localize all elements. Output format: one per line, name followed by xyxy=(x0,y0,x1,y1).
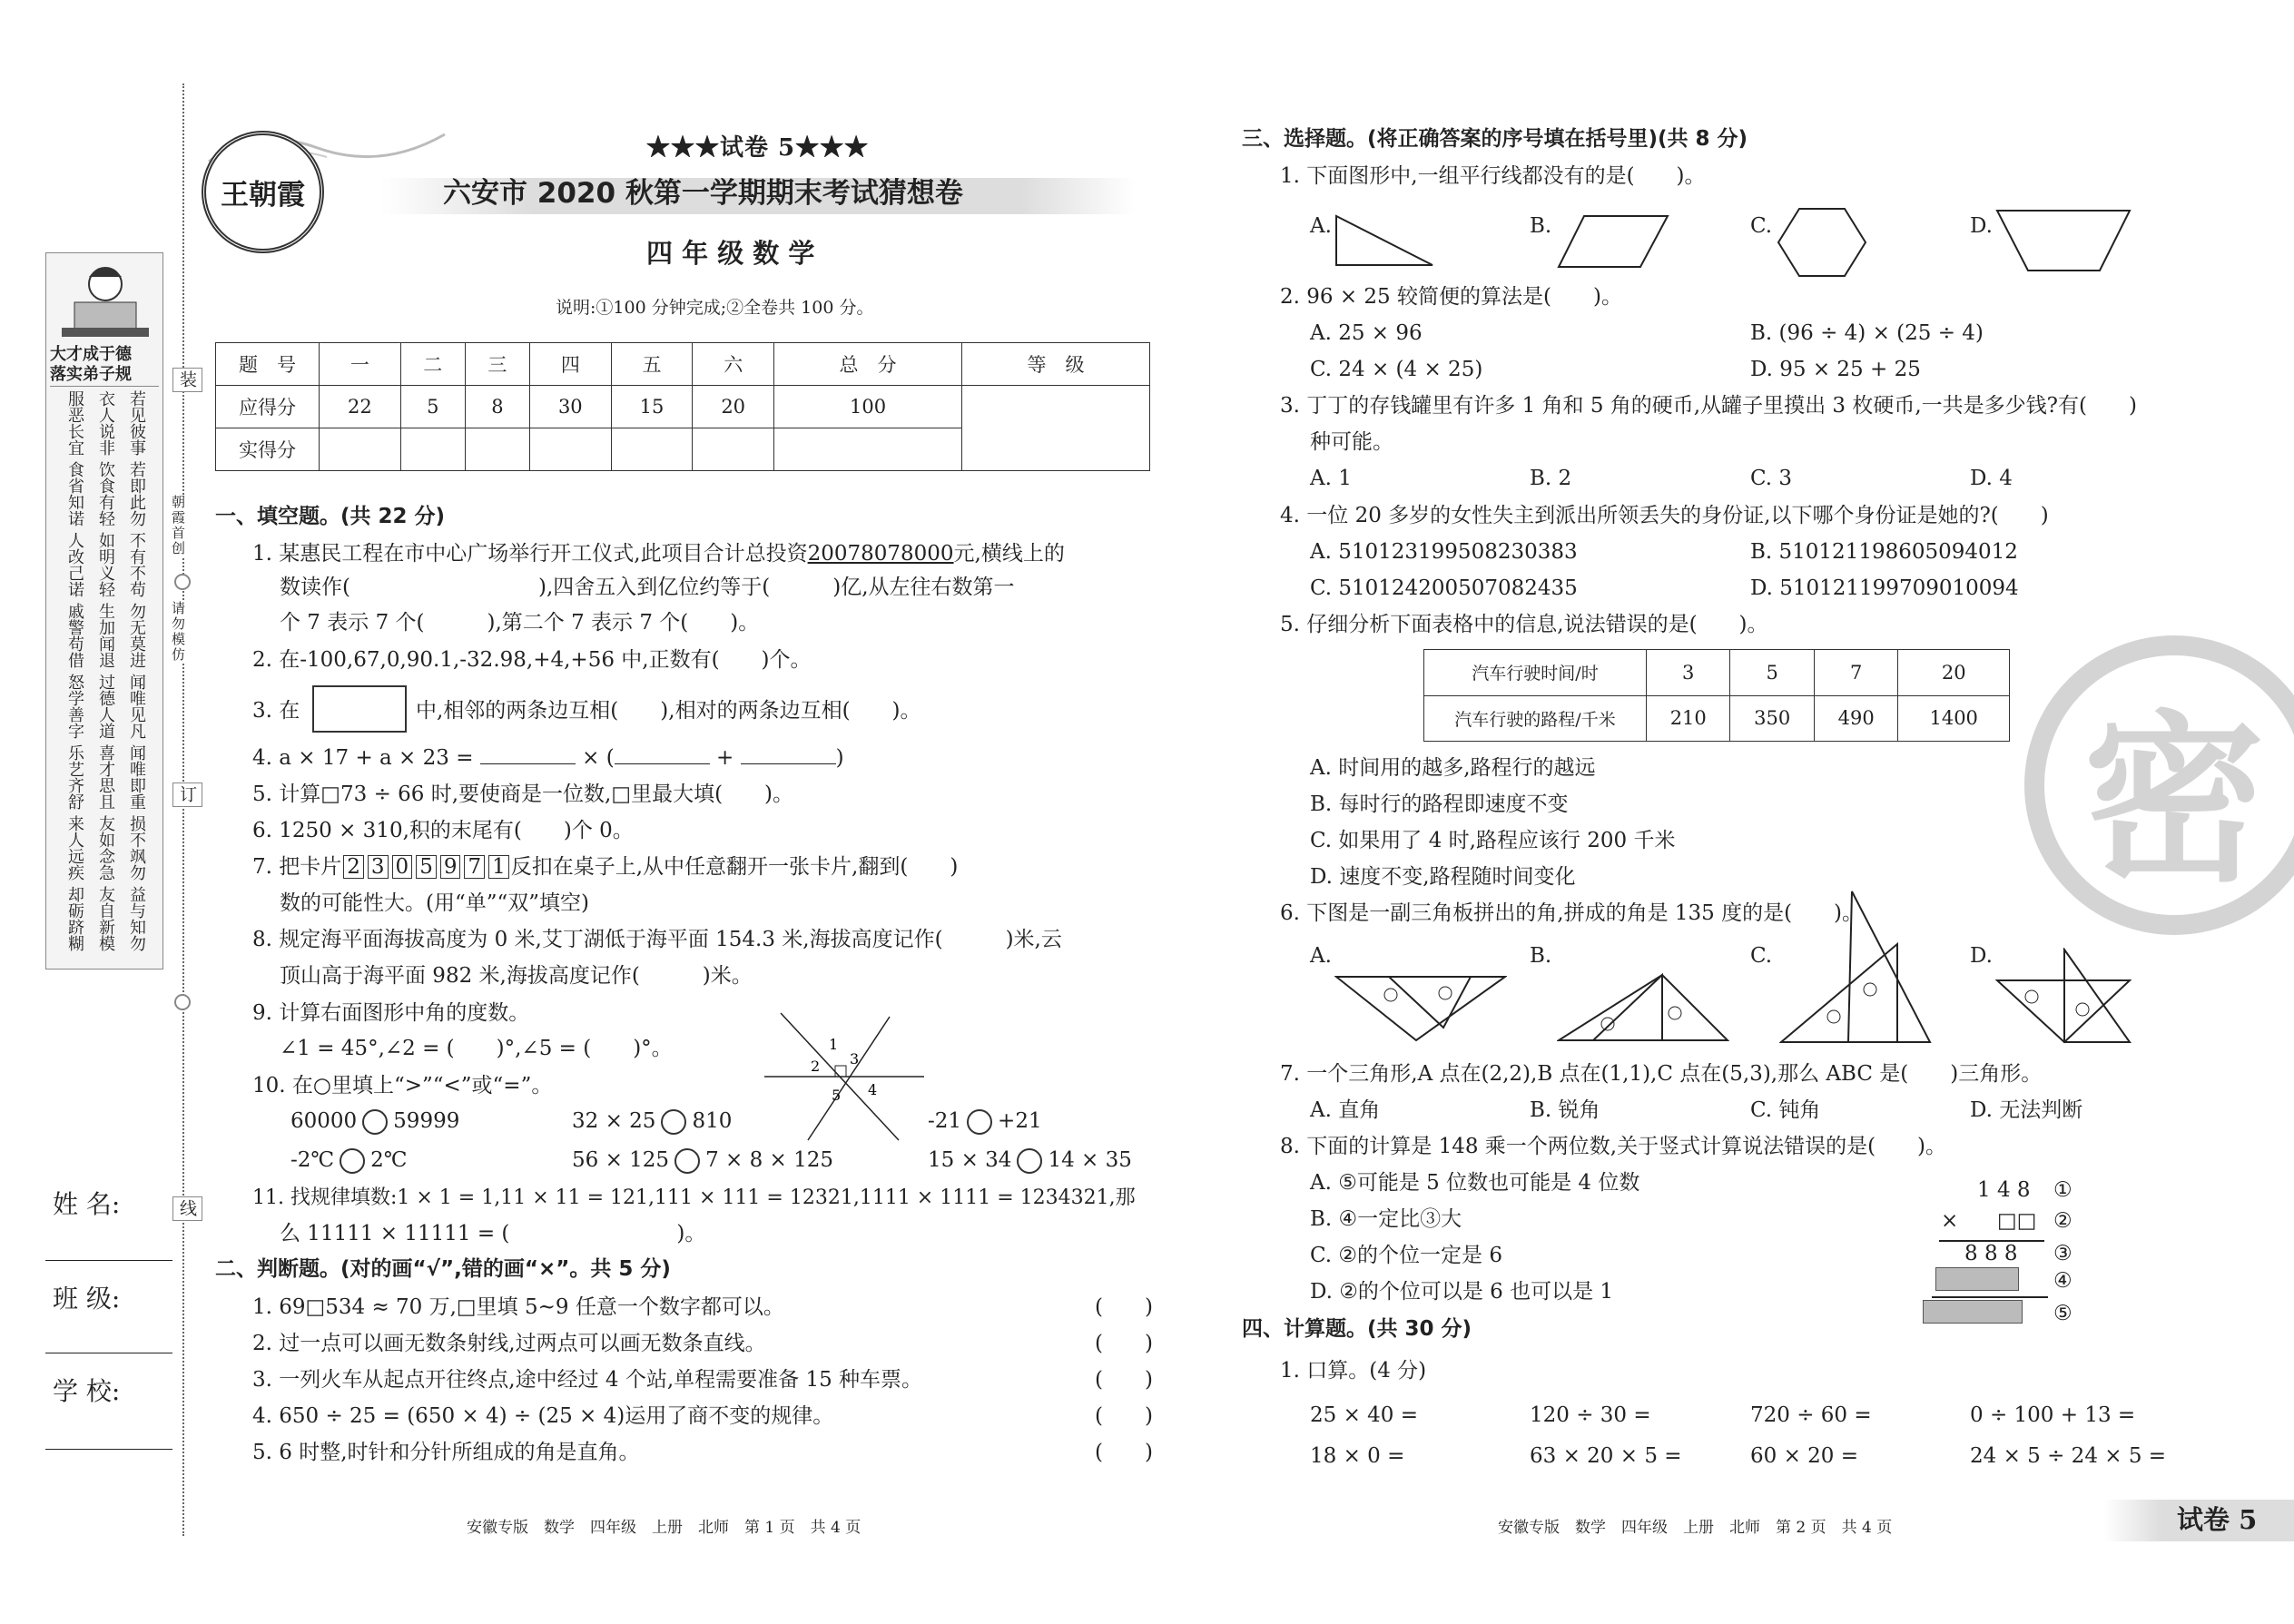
q10-circle[interactable] xyxy=(967,1109,992,1135)
score-header-cell: 六 xyxy=(693,343,774,386)
score-cell: 5 xyxy=(400,386,465,428)
binding-label-ding: 订 xyxy=(172,782,202,807)
sidebar-phrase: 友自新模 xyxy=(96,886,115,951)
set-square-figure-a xyxy=(1334,973,1507,1044)
mental-calc-item: 24 × 5 ÷ 24 × 5 = xyxy=(1970,1444,2167,1468)
q4-plus: + xyxy=(715,746,734,770)
sidebar-phrase: 不有不苟 xyxy=(127,532,146,597)
s3-q4: 4. 一位 20 多岁的女性失主到派出所领丢失的身份证,以下哪个身份证是她的?( ) xyxy=(1280,504,2049,527)
travel-cell: 350 xyxy=(1730,695,1814,742)
scholar-illustration xyxy=(56,259,154,345)
q10-item xyxy=(572,1109,732,1135)
judge-answer-paren[interactable]: ( ) xyxy=(1095,1441,1153,1464)
travel-cell: 7 xyxy=(1814,650,1897,696)
judge-answer-paren[interactable]: ( ) xyxy=(1095,1404,1153,1428)
mental-calc-item: 720 ÷ 60 = xyxy=(1750,1403,1872,1427)
s3-q8: 8. 下面的计算是 148 乘一个两位数,关于竖式计算说法错误的是( )。 xyxy=(1280,1135,1947,1158)
sidebar-phrase: 人改己诺 xyxy=(65,532,84,597)
calc-mark: ④ xyxy=(2053,1269,2072,1293)
score-cell: 8 xyxy=(465,386,529,428)
sidebar-divider xyxy=(50,386,159,387)
score-table-row xyxy=(216,386,1150,428)
binding-label-1: 朝霞首创 xyxy=(170,495,186,556)
s3-q8-opt: A. ⑤可能是 5 位数也可能是 4 位数 xyxy=(1310,1171,1640,1195)
q8-line-1: 8. 规定海平面海拔高度为 0 米,艾丁湖低于海平面 154.3 米,海拔高度记作( )米,云 xyxy=(252,928,1062,951)
q10-circle[interactable] xyxy=(362,1109,388,1135)
q10-left: 56 × 125 xyxy=(572,1148,670,1172)
score-input-cell[interactable] xyxy=(320,428,401,471)
score-header-cell: 二 xyxy=(400,343,465,386)
score-header-cell: 一 xyxy=(320,343,401,386)
sidebar-phrase: 戚警苟借 xyxy=(65,603,84,668)
q1-amount: 20078078000 xyxy=(807,542,954,566)
q4-blank-1[interactable] xyxy=(480,748,576,764)
score-input-cell[interactable] xyxy=(465,428,529,471)
q10-circle[interactable] xyxy=(661,1109,686,1135)
student-name-line[interactable] xyxy=(45,1260,172,1261)
sidebar-phrase: 过德人道 xyxy=(96,674,115,739)
s3-q3-line-1: 3. 丁丁的存钱罐里有许多 1 角和 5 角的硬币,从罐子里摸出 3 枚硬币,一共是多少钱?有( ) xyxy=(1280,394,2137,418)
judge-item: 5. 6 时整,时针和分针所组成的角是直角。 xyxy=(252,1441,640,1464)
score-cell: 30 xyxy=(529,386,611,428)
s3-q6-opt: C. xyxy=(1750,944,1773,968)
q1-line-2: 数读作( ),四舍五入到亿位约等于( )亿,从左往右数第一 xyxy=(280,576,1015,599)
q11-line-1: 11. 找规律填数:1 × 1 = 1,11 × 11 = 121,111 × 111 = 12321,1111 × 1111 = 1234321,那 xyxy=(252,1186,1136,1209)
s3-q3-line-2: 种可能。 xyxy=(1310,430,1393,454)
judge-answer-paren[interactable]: ( ) xyxy=(1095,1332,1153,1355)
student-school-line[interactable] xyxy=(45,1449,172,1450)
sidebar-phrase: 食省知诺 xyxy=(65,461,84,527)
q10-item xyxy=(290,1109,459,1135)
sidebar-motto-1: 大才成于德 xyxy=(50,345,132,364)
s3-q3-opt: A. 1 xyxy=(1310,467,1352,490)
q7-text: 7. 把卡片 xyxy=(252,855,342,879)
secret-stamp xyxy=(2024,635,2294,935)
score-cell: 应得分 xyxy=(216,386,320,428)
set-square-figure-b xyxy=(1557,971,1729,1044)
q7-card: 7 xyxy=(464,855,485,879)
mental-calc-item: 120 ÷ 30 = xyxy=(1530,1403,1651,1427)
q10-circle[interactable] xyxy=(674,1148,700,1174)
mental-calc-item: 25 × 40 = xyxy=(1310,1403,1419,1427)
q10-left: -2℃ xyxy=(290,1148,335,1172)
q1-text-end: 元,横线上的 xyxy=(953,542,1065,566)
q10-right: 2℃ xyxy=(370,1148,408,1172)
score-header-cell: 四 xyxy=(529,343,611,386)
binding-ring-2 xyxy=(174,994,191,1010)
q7-card: 5 xyxy=(416,855,437,879)
q10-left: 60000 xyxy=(290,1109,358,1133)
judge-answer-paren[interactable]: ( ) xyxy=(1095,1368,1153,1392)
sidebar-phrase: 若见彼事 xyxy=(127,390,146,456)
grade-cell[interactable] xyxy=(962,386,1150,471)
sidebar-phrase: 却砺跻糊 xyxy=(65,886,84,951)
score-cell: 实得分 xyxy=(216,428,320,471)
mental-calc-item: 18 × 0 = xyxy=(1310,1444,1405,1468)
judge-item: 3. 一列火车从起点开往终点,途中经过 4 个站,单程需要准备 15 种车票。 xyxy=(252,1368,923,1392)
judge-answer-paren[interactable]: ( ) xyxy=(1095,1295,1153,1319)
s3-q8-opt: D. ②的个位可以是 6 也可以是 1 xyxy=(1310,1280,1614,1304)
hexagon-shape xyxy=(1777,207,1867,278)
calc-box-4 xyxy=(1935,1267,2019,1291)
sidebar-phrase: 喜才思且 xyxy=(96,744,115,810)
calc-boxes: □□ xyxy=(1997,1209,2037,1233)
q7-card: 3 xyxy=(368,855,389,879)
binding-dotted-line xyxy=(182,84,184,1536)
q4-op: × ( xyxy=(582,746,615,770)
secret-stamp-text: 密 xyxy=(2082,694,2265,907)
sidebar-phrase: 闻唯见凡 xyxy=(127,674,146,739)
score-input-cell[interactable] xyxy=(611,428,693,471)
q1-line-3: 个 7 表示 7 个( ),第二个 7 表示 7 个( )。 xyxy=(280,611,760,635)
student-class-label: 班 级: xyxy=(53,1284,121,1314)
page-2-footer: 安徽专版 数学 四年级 上册 北师 第 2 页 共 4 页 xyxy=(1498,1519,1893,1537)
q4-blank-2[interactable] xyxy=(615,748,710,764)
s3-q2-opt: C. 24 × (4 × 25) xyxy=(1310,358,1483,381)
q9-angle-label: 4 xyxy=(868,1081,878,1098)
q9-angle-label: 1 xyxy=(829,1036,839,1053)
travel-cell: 210 xyxy=(1647,695,1730,742)
travel-cell: 汽车行驶的路程/千米 xyxy=(1424,695,1647,742)
mental-calc-item: 0 ÷ 100 + 13 = xyxy=(1970,1403,2136,1427)
s3-q3-opt: B. 2 xyxy=(1530,467,1572,490)
sidebar-phrase: 勿无莫进 xyxy=(127,603,146,668)
score-table-header xyxy=(216,343,1150,386)
q10-right: 7 × 8 × 125 xyxy=(705,1148,834,1172)
q10: 10. 在○里填上“>”“<”或“=”。 xyxy=(252,1074,553,1097)
q8-line-2: 顶山高于海平面 982 米,海拔高度记作( )米。 xyxy=(280,964,753,988)
binding-ring-1 xyxy=(174,574,191,590)
sidebar-phrase: 怒学善字 xyxy=(65,674,84,739)
calc-mark: ① xyxy=(2053,1178,2072,1202)
calc-partial-1: 8 8 8 xyxy=(1964,1242,2018,1265)
binding-label-xian: 线 xyxy=(172,1196,202,1221)
q4-text: 4. a × 17 + a × 23 = xyxy=(252,746,474,770)
q3-rectangle xyxy=(312,685,407,733)
score-header-cell: 等 级 xyxy=(962,343,1150,386)
binding-label-2: 请勿模仿 xyxy=(170,601,186,663)
q10-item xyxy=(928,1148,1132,1174)
sidebar-motto-2: 落实弟子规 xyxy=(50,365,132,384)
travel-cell: 490 xyxy=(1814,695,1897,742)
q9-line-1: 9. 计算右面图形中角的度数。 xyxy=(252,1001,530,1025)
s4-q1: 1. 口算。(4 分) xyxy=(1280,1359,1427,1383)
s3-q3-opt: D. 4 xyxy=(1970,467,2013,490)
score-input-cell[interactable] xyxy=(693,428,774,471)
exam-number: ★★★试卷 5★★★ xyxy=(646,134,870,162)
s3-q1-opt: B. xyxy=(1530,214,1552,238)
q7-card: 1 xyxy=(488,855,509,879)
q7-card: 9 xyxy=(440,855,461,879)
s3-q7-opt: B. 锐角 xyxy=(1530,1098,1600,1122)
q10-left: 15 × 34 xyxy=(928,1148,1012,1172)
sidebar-phrase: 服恶长宜 xyxy=(65,390,84,456)
s3-q5-opt: B. 每时行的路程即速度不变 xyxy=(1310,792,1569,816)
score-input-cell[interactable] xyxy=(529,428,611,471)
exam-title: 六安市 2020 秋第一学期期末考试猜想卷 xyxy=(443,177,963,210)
s3-q8-opt: C. ②的个位一定是 6 xyxy=(1310,1244,1502,1267)
calc-times: × xyxy=(1941,1209,1959,1233)
score-header-cell: 五 xyxy=(611,343,693,386)
q10-left: -21 xyxy=(928,1109,962,1133)
q7-card: 2 xyxy=(343,855,364,879)
brand-logo-text: 王朝霞 xyxy=(221,179,305,212)
s3-q4-opt: B. 510121198605094012 xyxy=(1750,540,2018,564)
score-cell: 20 xyxy=(693,386,774,428)
travel-table xyxy=(1423,649,2010,742)
q2: 2. 在-100,67,0,90.1,-32.98,+4,+56 中,正数有( )个。 xyxy=(252,648,812,672)
q9-angle-figure xyxy=(763,1006,926,1142)
score-header-cell: 总 分 xyxy=(774,343,962,386)
score-cell: 22 xyxy=(320,386,401,428)
travel-cell: 3 xyxy=(1647,650,1730,696)
score-input-cell[interactable] xyxy=(400,428,465,471)
mental-calc-item: 60 × 20 = xyxy=(1750,1444,1859,1468)
student-school-label: 学 校: xyxy=(53,1376,121,1406)
q10-right: 810 xyxy=(692,1109,733,1133)
s3-q4-opt: A. 510123199508230383 xyxy=(1310,540,1578,564)
travel-table-row xyxy=(1424,650,2010,696)
sidebar-phrase: 友如念急 xyxy=(96,815,115,881)
q10-item xyxy=(290,1148,408,1174)
calc-box-5 xyxy=(1923,1300,2023,1324)
s3-q7-opt: D. 无法判断 xyxy=(1970,1098,2083,1122)
parallelogram-shape xyxy=(1557,214,1670,271)
calc-multiplicand: 1 4 8 xyxy=(1977,1178,2031,1202)
s3-q7-opt: A. 直角 xyxy=(1310,1098,1381,1122)
sidebar-phrase: 如明义轻 xyxy=(96,532,115,597)
s3-q5-opt: C. 如果用了 4 时,路程应该行 200 千米 xyxy=(1310,829,1676,852)
set-square-figure-d xyxy=(1995,948,2132,1046)
sidebar-phrase: 来人远疾 xyxy=(65,815,84,881)
score-table xyxy=(215,342,1150,471)
score-cell: 100 xyxy=(774,386,962,428)
s3-q5: 5. 仔细分析下面表格中的信息,说法错误的是( )。 xyxy=(1280,613,1768,636)
calc-mark: ③ xyxy=(2053,1242,2072,1265)
s3-q1: 1. 下面图形中,一组平行线都没有的是( )。 xyxy=(1280,164,1706,188)
travel-cell: 5 xyxy=(1730,650,1814,696)
s3-q4-opt: D. 510121199709010094 xyxy=(1750,576,2019,600)
section-3-title: 三、选择题。(将正确答案的序号填在括号里)(共 8 分) xyxy=(1242,127,1748,151)
sidebar-phrase: 若即此勿 xyxy=(127,461,146,527)
q10-circle[interactable] xyxy=(1017,1148,1042,1174)
q10-right: 14 × 35 xyxy=(1048,1148,1132,1172)
section-1-title: 一、填空题。(共 22 分) xyxy=(215,505,446,528)
q11-line-2: 么 11111 × 11111 = ( )。 xyxy=(280,1222,706,1245)
page-1-footer: 安徽专版 数学 四年级 上册 北师 第 1 页 共 4 页 xyxy=(467,1519,861,1537)
s3-q6-opt: A. xyxy=(1310,944,1332,968)
q9-angle-label: 3 xyxy=(850,1050,860,1068)
q7-card: 0 xyxy=(392,855,413,879)
q10-right: +21 xyxy=(998,1109,1042,1133)
travel-cell: 20 xyxy=(1898,650,2010,696)
binding-label-zhuang: 装 xyxy=(172,368,202,392)
q3-b: 中,相邻的两条边互相( ),相对的两条边互相( )。 xyxy=(416,699,921,723)
score-header-cell: 三 xyxy=(465,343,529,386)
s3-q2-opt: D. 95 × 25 + 25 xyxy=(1750,358,1921,381)
student-name-label: 姓 名: xyxy=(53,1189,121,1219)
q10-item xyxy=(928,1109,1042,1135)
calc-mark: ⑤ xyxy=(2053,1302,2072,1325)
s3-q1-opt: D. xyxy=(1970,214,1993,238)
q10-left: 32 × 25 xyxy=(572,1109,656,1133)
exam-note: 说明:①100 分钟完成;②全卷共 100 分。 xyxy=(556,298,874,318)
score-header-cell: 题 号 xyxy=(216,343,320,386)
q5: 5. 计算□73 ÷ 66 时,要使商是一位数,□里最大填( )。 xyxy=(252,782,794,806)
sidebar-text-block xyxy=(51,390,162,962)
judge-item: 1. 69□534 ≈ 70 万,□里填 5~9 任意一个数字都可以。 xyxy=(252,1295,784,1319)
travel-table-row xyxy=(1424,695,2010,742)
s3-q1-opt: C. xyxy=(1750,214,1773,238)
q7-text-2: 反扣在桌子上,从中任意翻开一张卡片,翻到( ) xyxy=(510,855,959,879)
q9-angle-label: 5 xyxy=(832,1087,842,1104)
score-input-cell[interactable] xyxy=(774,428,962,471)
brand-logo xyxy=(202,131,324,253)
travel-cell: 1400 xyxy=(1898,695,2010,742)
s3-q6: 6. 下图是一副三角板拼出的角,拼成的角是 135 度的是( )。 xyxy=(1280,901,1864,925)
section-2-title: 二、判断题。(对的画“√”,错的画“×”。共 5 分) xyxy=(215,1257,671,1281)
q1-text: 1. 某惠民工程在市中心广场举行开工仪式,此项目合计总投资 xyxy=(252,542,808,566)
sidebar-phrase: 益与知勿 xyxy=(127,886,146,951)
sidebar-phrase: 损不飒勿 xyxy=(127,815,146,881)
sidebar-phrase: 乐艺齐舒 xyxy=(65,744,84,810)
s3-q7-opt: C. 钝角 xyxy=(1750,1098,1821,1122)
s3-q5-opt: A. 时间用的越多,路程行的越远 xyxy=(1310,756,1596,780)
s3-q2-opt: B. (96 ÷ 4) × (25 ÷ 4) xyxy=(1750,321,1984,345)
sidebar-phrase: 衣人说非 xyxy=(96,390,115,456)
q9-angle-label: 2 xyxy=(811,1058,821,1075)
sidebar-phrase: 闻唯即重 xyxy=(127,744,146,810)
q4-blank-3[interactable] xyxy=(741,748,836,764)
section-4-title: 四、计算题。(共 30 分) xyxy=(1242,1317,1472,1341)
s3-q4-opt: C. 510124200507082435 xyxy=(1310,576,1578,600)
q10-circle[interactable] xyxy=(340,1148,365,1174)
corner-label: 试卷 5 xyxy=(2177,1504,2258,1535)
q10-right: 59999 xyxy=(393,1109,460,1133)
judge-item: 2. 过一点可以画无数条射线,过两点可以画无数条直线。 xyxy=(252,1332,766,1355)
s3-q7: 7. 一个三角形,A 点在(2,2),B 点在(1,1),C 点在(5,3),那么 ABC 是( )三角形。 xyxy=(1280,1062,2043,1086)
q7-line-1 xyxy=(252,855,958,881)
s3-q2-opt: A. 25 × 96 xyxy=(1310,321,1423,345)
right-triangle-shape xyxy=(1334,214,1436,267)
s3-q6-opt: B. xyxy=(1530,944,1552,968)
set-square-figure-c xyxy=(1779,890,1934,1046)
trapezoid-shape xyxy=(1995,209,2132,272)
q6: 6. 1250 × 310,积的末尾有( )个 0。 xyxy=(252,819,634,842)
q9-line-2: ∠1 = 45°,∠2 = ( )°,∠5 = ( )°。 xyxy=(280,1037,673,1060)
s3-q5-opt: D. 速度不变,路程随时间变化 xyxy=(1310,865,1576,889)
q4-close: ) xyxy=(835,746,844,770)
q10-item xyxy=(572,1148,833,1174)
q4 xyxy=(252,746,844,772)
q7-line-2: 数的可能性大。(用“单”“双”填空) xyxy=(280,891,589,915)
s3-q3-opt: C. 3 xyxy=(1750,467,1793,490)
sidebar-phrase: 生加闻退 xyxy=(96,603,115,668)
calc-line-2 xyxy=(1932,1296,2048,1298)
travel-cell: 汽车行驶时间/时 xyxy=(1424,650,1647,696)
q1-line-1 xyxy=(252,542,1065,567)
sidebar-phrase: 饮食有轻 xyxy=(96,461,115,527)
s3-q8-opt: B. ④一定比③大 xyxy=(1310,1207,1462,1231)
judge-item: 4. 650 ÷ 25 = (650 × 4) ÷ (25 × 4)运用了商不变的规律。 xyxy=(252,1404,834,1428)
s3-q2: 2. 96 × 25 较简便的算法是( )。 xyxy=(1280,285,1622,309)
calc-mark: ② xyxy=(2053,1209,2072,1233)
score-cell: 15 xyxy=(611,386,693,428)
mental-calc-item: 63 × 20 × 5 = xyxy=(1530,1444,1682,1468)
q3-a: 3. 在 xyxy=(252,699,300,723)
s3-q1-opt: A. xyxy=(1310,214,1332,238)
s3-q6-opt: D. xyxy=(1970,944,1993,968)
exam-subtitle: 四 年 级 数 学 xyxy=(646,238,815,269)
